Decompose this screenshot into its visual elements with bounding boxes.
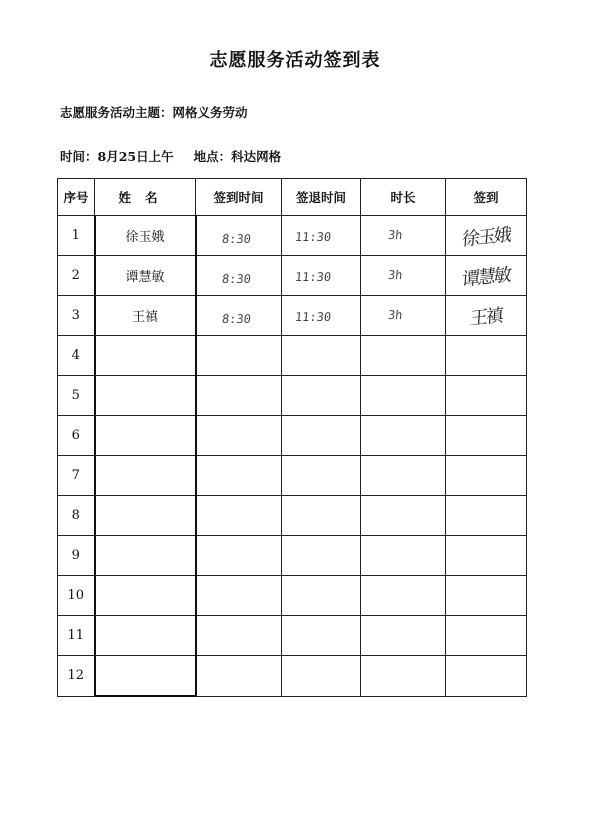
row-sign-in-time — [196, 456, 282, 496]
row-sign-out-time — [282, 576, 361, 616]
row-duration-text: 3h — [387, 308, 403, 322]
activity-time: 时间：8月25日上午 — [60, 149, 174, 164]
row-duration — [361, 616, 446, 656]
row-name — [95, 616, 196, 656]
row-sign-in-time — [196, 656, 282, 697]
row-sign-in-time — [196, 616, 282, 656]
row-index-text: 11 — [67, 628, 85, 643]
row-duration — [361, 576, 446, 616]
header-sign-in-time: 签到时间 — [196, 179, 282, 216]
row-duration — [361, 656, 446, 697]
row-index-text: 9 — [71, 548, 80, 563]
row-index — [58, 656, 95, 697]
row-sign-out-time — [282, 336, 361, 376]
activity-location: 地点：科达网格 — [193, 149, 282, 164]
row-sign-out-time — [282, 456, 361, 496]
row-sign-out-time — [282, 536, 361, 576]
row-index-text: 8 — [71, 508, 80, 523]
table-row — [58, 536, 527, 576]
row-name — [95, 376, 196, 416]
row-signature — [446, 656, 527, 697]
row-signature — [446, 616, 527, 656]
row-name — [95, 536, 196, 576]
row-index-text: 10 — [67, 588, 85, 603]
header-index: 序号 — [58, 179, 95, 216]
row-name-text: 谭慧敏 — [125, 270, 165, 285]
row-index — [58, 216, 95, 256]
row-signature — [446, 496, 527, 536]
table-row — [58, 216, 527, 256]
row-sign-out-time — [282, 496, 361, 536]
row-index — [58, 576, 95, 616]
row-sign-out-time — [282, 616, 361, 656]
row-index-text: 6 — [71, 428, 80, 443]
time-location-line — [60, 147, 281, 165]
row-index-text: 12 — [67, 668, 85, 684]
row-duration — [361, 456, 446, 496]
row-duration — [361, 376, 446, 416]
row-name — [95, 296, 196, 336]
table-row — [58, 256, 527, 296]
row-signature — [446, 536, 527, 576]
row-signature — [446, 256, 527, 296]
row-name — [95, 496, 196, 536]
row-index — [58, 536, 95, 576]
signin-table — [57, 178, 527, 697]
table-row — [58, 616, 527, 656]
row-name — [95, 216, 196, 256]
table-row — [58, 656, 527, 697]
row-signature — [446, 216, 527, 256]
row-sign-in-time — [196, 536, 282, 576]
row-duration — [361, 416, 446, 456]
header-signature: 签到 — [446, 179, 527, 216]
row-sign-in-time — [196, 576, 282, 616]
row-index — [58, 456, 95, 496]
row-sign-in-time-text: 8:30 — [221, 312, 252, 326]
row-sign-out-time — [282, 296, 361, 336]
row-duration — [361, 496, 446, 536]
row-duration — [361, 296, 446, 336]
row-sign-out-time-text: 11:30 — [294, 310, 332, 324]
row-sign-in-time — [196, 256, 282, 296]
row-duration-text: 3h — [387, 228, 403, 242]
row-name — [95, 256, 196, 296]
row-sign-out-time — [282, 216, 361, 256]
row-name — [95, 456, 196, 496]
table-row — [58, 576, 527, 616]
row-sign-in-time-text: 8:30 — [221, 232, 252, 246]
row-signature — [446, 376, 527, 416]
table-row — [58, 296, 527, 336]
row-sign-out-time — [282, 416, 361, 456]
row-signature — [446, 296, 527, 336]
row-sign-out-time-text: 11:30 — [294, 270, 332, 284]
row-signature-text: 谭慧敏 — [461, 263, 511, 291]
row-index-text: 2 — [71, 268, 80, 283]
table-row — [58, 376, 527, 416]
row-index — [58, 376, 95, 416]
row-duration — [361, 336, 446, 376]
table-row — [58, 416, 527, 456]
form-title: 志愿服务活动签到表 — [209, 50, 381, 71]
row-signature — [446, 416, 527, 456]
activity-theme: 志愿服务活动主题：网格义务劳动 — [60, 105, 248, 120]
row-index-text: 5 — [71, 388, 80, 403]
row-sign-in-time — [196, 296, 282, 336]
row-index-text: 7 — [71, 468, 80, 483]
row-duration — [361, 536, 446, 576]
row-duration — [361, 216, 446, 256]
row-signature — [446, 576, 527, 616]
row-name — [95, 416, 196, 456]
table-header-row — [58, 179, 527, 216]
row-name — [95, 576, 196, 616]
row-duration — [361, 256, 446, 296]
row-index-text: 4 — [71, 348, 80, 363]
table-row — [58, 496, 527, 536]
row-signature — [446, 456, 527, 496]
row-signature-text: 徐玉娥 — [461, 223, 511, 251]
row-sign-out-time — [282, 256, 361, 296]
header-name: 姓名 — [95, 179, 196, 216]
row-name — [95, 336, 196, 376]
row-sign-in-time — [196, 216, 282, 256]
row-signature-text: 王禛 — [469, 304, 503, 330]
row-sign-in-time — [196, 416, 282, 456]
header-sign-out-time: 签退时间 — [282, 179, 361, 216]
row-index — [58, 496, 95, 536]
row-signature — [446, 336, 527, 376]
row-sign-in-time — [196, 496, 282, 536]
row-sign-in-time — [196, 376, 282, 416]
row-index — [58, 296, 95, 336]
row-name-text: 徐玉娥 — [125, 230, 165, 245]
table-row — [58, 456, 527, 496]
header-duration: 时长 — [361, 179, 446, 216]
row-index — [58, 256, 95, 296]
row-index — [58, 616, 95, 656]
row-name-text: 王禛 — [131, 310, 158, 325]
row-sign-out-time-text: 11:30 — [294, 230, 332, 244]
row-index — [58, 416, 95, 456]
row-index-text: 3 — [71, 308, 80, 323]
row-name — [95, 656, 196, 697]
row-sign-in-time-text: 8:30 — [221, 272, 252, 286]
row-sign-out-time — [282, 376, 361, 416]
row-index-text: 1 — [71, 228, 80, 243]
table-row — [58, 336, 527, 376]
row-index — [58, 336, 95, 376]
row-sign-in-time — [196, 336, 282, 376]
row-duration-text: 3h — [387, 268, 403, 282]
row-sign-out-time — [282, 656, 361, 697]
